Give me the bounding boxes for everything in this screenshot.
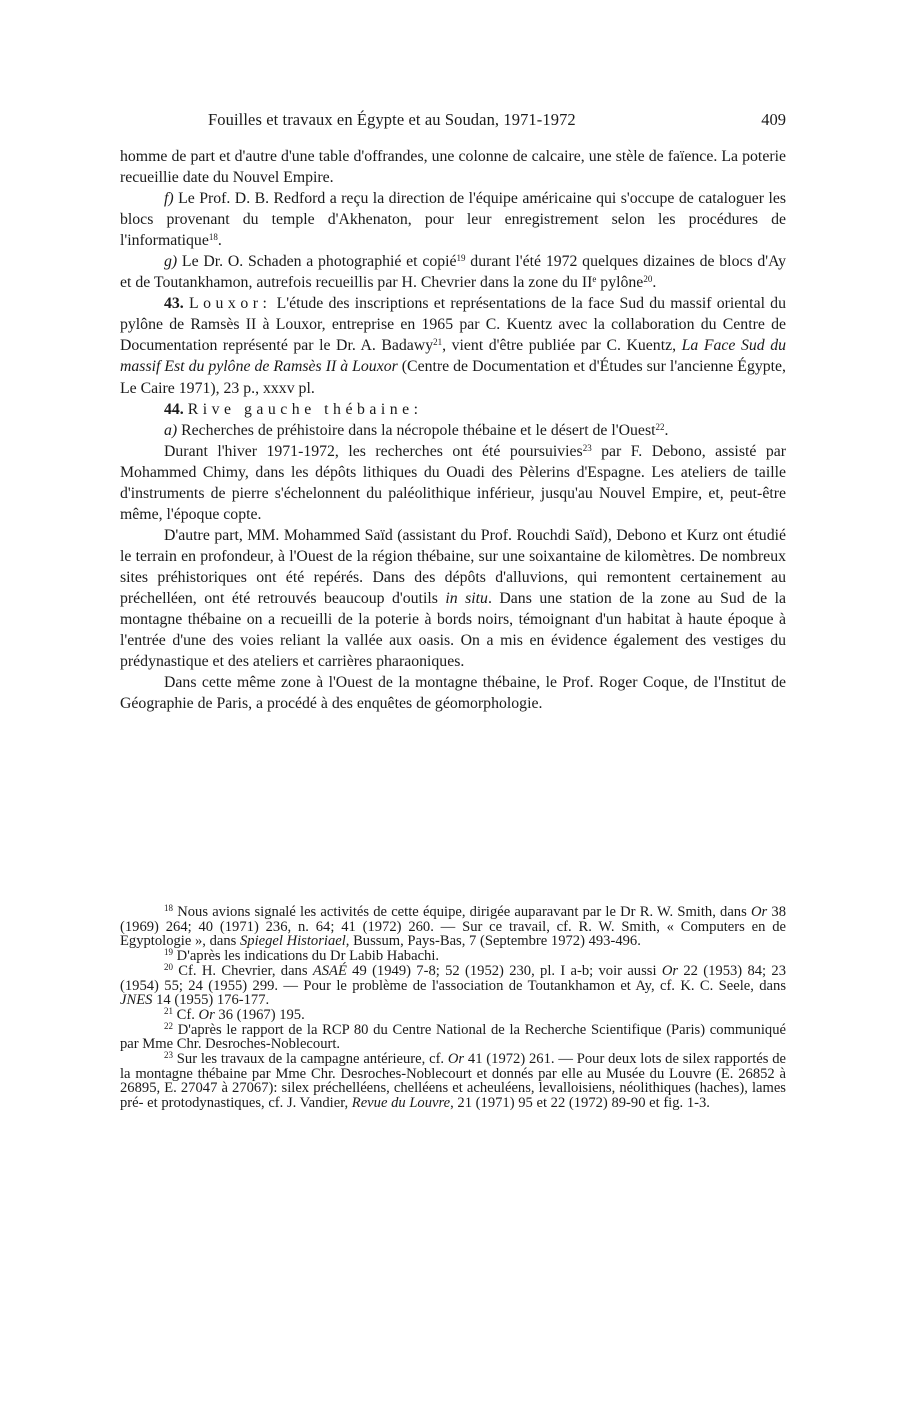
paragraph-text: . Dans une station de la zone au Sud de la montagne thébaine on a recueilli de la poterie à bords noirs, témoignant d'un habitat à haute époque à l'entrée d'une des voies reliant la vallée aux oasis. On a mis en évidence également des vestiges du prédynastique et des ateliers et carrières pharaoniques. xyxy=(120,589,786,671)
journal-abbrev: JNES xyxy=(120,992,153,1009)
item-label: a) xyxy=(164,421,178,439)
publication-title: La Face Sud du massif Est du pylône de Ramsès II à Louxor xyxy=(120,337,786,376)
section-heading: Rive gauche thébaine: xyxy=(187,400,423,418)
footnote-text: 36 (1967) 195. xyxy=(214,1006,305,1023)
footnote-number: 21 xyxy=(164,1005,173,1016)
footnote-text: Nous avions signalé les activités de cette équipe, dirigée auparavant par le Dr R. W. Smith, dans xyxy=(173,904,751,920)
footnote-text: Cf. xyxy=(173,1006,199,1023)
section-number: 44. xyxy=(164,400,184,418)
item-label: g) xyxy=(164,253,178,271)
journal-abbrev: Or xyxy=(661,962,679,979)
paragraph-text: Dans cette même zone à l'Ouest de la montagne thébaine, le Prof. Roger Coque, de l'Institut de Géographie de Paris, a procédé à des enquêtes de géomorphologie. xyxy=(120,674,786,713)
ordinal-superscript: e xyxy=(592,274,597,285)
footnote-ref: 21 xyxy=(433,337,443,348)
paragraph-text: Durant l'hiver 1971-1972, les recherches ont été poursuivies xyxy=(164,442,583,460)
paragraph xyxy=(120,525,786,672)
journal-abbrev: Or xyxy=(198,1006,215,1023)
paragraph-text: Recherches de préhistoire dans la nécropole thébaine et le désert de l'Ouest xyxy=(177,421,656,439)
footnote-number: 22 xyxy=(164,1020,173,1031)
footnote-19 xyxy=(120,949,786,964)
journal-title: Revue du Louvre xyxy=(351,1095,451,1112)
main-text xyxy=(120,146,786,714)
footnote-18 xyxy=(120,905,786,949)
paragraph-text: D'autre part, MM. Mohammed Saïd (assistant du Prof. Rouchdi Saïd), Debono et Kurz ont étudié le terrain en profondeur, à l'Ouest de la région thébaine, sur une soixantaine de kilomètres. De nombreux sites préhistoriques ont été repérés. Dans des dépôts d'alluvions, qui remontent certainement au préchelléen, ont été retrouvés beaucoup d'outils xyxy=(120,526,786,607)
item-label: f) xyxy=(164,190,174,208)
paragraph-text: Le Dr. O. Schaden a photographié et copié xyxy=(177,253,457,271)
section-43 xyxy=(120,293,786,398)
footnote-text: D'après les indications du Dr Labib Habachi. xyxy=(173,948,440,965)
footnote-text: , 21 (1971) 95 et 22 (1972) 89-90 et fig. 1-3. xyxy=(450,1095,710,1112)
footnote-text: 49 (1949) 7-8; 52 (1952) 230, pl. I a-b; voir aussi xyxy=(346,962,662,979)
journal-abbrev: ASAÉ xyxy=(312,962,347,979)
footnote-ref: 19 xyxy=(456,253,466,264)
footnote-21 xyxy=(120,1005,786,1023)
section-44 xyxy=(120,399,786,420)
paragraph: g) Le Dr. O. Schaden a photographié et copié$^{19}$ durant l'été 1972 quelques dizaines de blocs d'Ay et de Toutankhamon, autrefois recueillis par H. Chevrier dans la zone du IIe pylône$^{20}$. xyxy=(120,253,786,292)
footnote-text: 22 (1953) 84; 23 (1954) 55; 24 (1955) 299. — Pour le problème de l'association de Toutankhamon et Ay, cf. K. C. Seele, dans xyxy=(120,962,787,994)
footnote-text: 41 (1972) 261. — Pour deux lots de silex rapportés de la montagne thébaine par Mme Chr. Desroches-Noblecourt et donnés par elle au Musée du Louvre (E. 26852 à 26895, E. 27047 à 27067): silex préchelléens, chelléens et acheuléens, levalloisiens, néolithiques (haches), lames pré- et protodynastiques, cf. J. Vandier, xyxy=(120,1051,786,1112)
footnote-text: 14 (1955) 176-177. xyxy=(152,992,270,1009)
footnote-text: , Bussum, Pays-Bas, 7 (Septembre 1972) 493-496. xyxy=(345,933,641,950)
paragraph: a) Recherches de préhistoire dans la nécropole thébaine et le désert de l'Ouest$^{22}$. xyxy=(164,421,669,439)
paragraph-text: pylône xyxy=(596,274,644,292)
page-number: 409 xyxy=(761,110,786,129)
footnote-22 xyxy=(120,1020,786,1053)
paragraph-text: (Centre de Documentation et d'Études sur l'ancienne Égypte, Le Caire 1971), 23 p., xxxv pl. xyxy=(120,358,786,397)
italic-term: in situ xyxy=(445,589,488,607)
footnotes xyxy=(120,905,786,1111)
running-title: Fouilles et travaux en Égypte et au Soudan, 1971-1972 xyxy=(208,110,576,129)
running-header xyxy=(120,110,786,134)
footnote-ref: 22 xyxy=(655,421,665,432)
paragraph-text: homme de part et d'autre d'une table d'offrandes, une colonne de calcaire, une stèle de faïence. La poterie recueillie date du Nouvel Empire. xyxy=(120,148,786,187)
paragraph-text: par F. Debono, assisté par Mohammed Chimy, dans les dépôts lithiques du Ouadi des Pèlerins d'Espagne. Les ateliers de taille d'instruments de pierre s'échelonnent du paléolithique inférieur, jusqu'au Nouvel Empire, et, peut-être même, l'époque copte. xyxy=(120,442,787,523)
paragraph xyxy=(120,672,786,714)
paragraph-text: L'étude des inscriptions et représentations de la face Sud du massif oriental du pylône de Ramsès II à Louxor, entreprise en 1965 par C. Kuentz avec la collaboration du Centre de Documentation représenté par le Dr. A. Badawy xyxy=(120,295,786,355)
footnote-number: 18 xyxy=(164,903,173,913)
paragraph-text: durant l'été 1972 quelques dizaines de blocs d'Ay et de Toutankhamon, autrefois recueillis par H. Chevrier dans la zone du II xyxy=(120,253,786,292)
footnote-text: Cf. H. Chevrier, dans xyxy=(173,962,313,979)
journal-title: Spiegel Historiael xyxy=(239,933,346,950)
footnote-23 xyxy=(120,1052,786,1111)
footnote-number: 19 xyxy=(164,947,173,958)
footnote-ref: 20 xyxy=(643,274,653,285)
section-heading: Louxor: xyxy=(188,295,272,313)
paragraph-text: Le Prof. D. B. Redford a reçu la direction de l'équipe américaine qui s'occupe de cataloguer les blocs provenant du temple d'Akhenaton, pour leur enregistrement selon les procédures de l'informatique xyxy=(120,190,786,250)
footnote-ref: 18 xyxy=(208,232,218,243)
paragraph xyxy=(120,146,786,188)
section-number: 43. xyxy=(164,295,184,313)
footnote-20 xyxy=(120,961,787,1009)
paragraph xyxy=(120,441,786,525)
journal-abbrev: Or xyxy=(447,1051,465,1068)
footnote-text: Sur les travaux de la campagne antérieure, cf. xyxy=(173,1051,448,1068)
journal-abbrev: Or xyxy=(750,904,768,920)
footnote-ref: 23 xyxy=(582,442,592,453)
footnote-text: 38 (1969) 264; 40 (1971) 236, n. 64; 41 (1972) 260. — Sur ce travail, cf. R. W. Smith, « Computers en de Egyptologie », dans xyxy=(120,904,786,950)
paragraph: f) Le Prof. D. B. Redford a reçu la direction de l'équipe américaine qui s'occupe de cataloguer les blocs provenant du temple d'Akhenaton, pour leur enregistrement selon les procédures de l'informatique$^{18}$. xyxy=(120,190,786,250)
footnote-text: D'après le rapport de la RCP 80 du Centre National de la Recherche Scientifique (Paris) communiqué par Mme Chr. Desroches-Noblecourt. xyxy=(120,1021,786,1053)
footnote-number: 20 xyxy=(164,961,173,972)
footnote-number: 23 xyxy=(164,1050,173,1061)
paragraph-text: , vient d'être publiée par C. Kuentz, xyxy=(442,337,682,355)
